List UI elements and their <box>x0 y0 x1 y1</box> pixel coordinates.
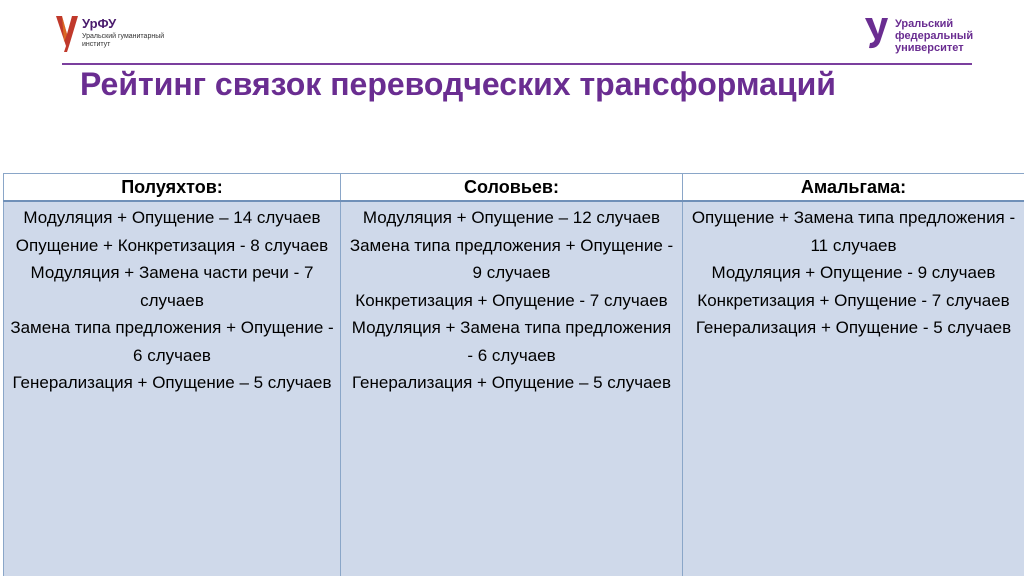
ratings-table <box>3 173 1024 576</box>
list-item: Замена типа предложения + Опущение - 9 случаев <box>349 235 674 282</box>
right-logo-line: университет <box>895 42 964 54</box>
list-item: Генерализация + Опущение – 5 случаев <box>12 373 332 392</box>
list-item: Опущение + Замена типа предложения - 11 случаев <box>691 208 1016 255</box>
header-divider <box>62 63 972 65</box>
right-logo-text <box>895 18 973 54</box>
list-item: Опущение + Конкретизация - 8 случаев <box>15 235 329 255</box>
list-item: Модуляция + Замена части речи - 7 случаев <box>30 263 314 310</box>
left-logo-subtitle: Уральский гуманитарный институт <box>82 33 165 48</box>
urfu-university-logo <box>862 16 992 56</box>
list-item: Модуляция + Опущение – 14 случаев <box>23 208 321 227</box>
urfu-y-icon <box>862 16 890 50</box>
column-header: Полуяхтов: <box>4 174 341 202</box>
left-logo-name: УрФУ <box>82 16 117 31</box>
list-item: Генерализация + Опущение - 5 случаев <box>695 318 1012 337</box>
table-row <box>4 201 1024 576</box>
column-header: Соловьев: <box>341 174 683 202</box>
table-cell <box>4 201 341 576</box>
table-cell <box>683 201 1024 576</box>
list-item: Модуляция + Замена типа предложения - 6 случаев <box>351 318 672 365</box>
column-header: Амальгама: <box>683 174 1024 202</box>
right-logo-line: Уральский <box>895 18 954 30</box>
right-logo-line: федеральный <box>895 30 974 42</box>
table-header-row <box>4 174 1024 202</box>
table-cell <box>341 201 683 576</box>
list-item: Конкретизация + Опущение - 7 случаев <box>697 290 1010 310</box>
list-item: Модуляция + Опущение – 12 случаев <box>362 208 661 227</box>
list-item: Конкретизация + Опущение - 7 случаев <box>355 290 668 310</box>
list-item: Модуляция + Опущение - 9 случаев <box>711 263 996 282</box>
urfu-humanities-logo <box>54 14 174 58</box>
list-item: Замена типа предложения + Опущение - 6 случаев <box>10 318 334 365</box>
list-item: Генерализация + Опущение – 5 случаев <box>351 373 672 392</box>
slide-title: Рейтинг связок переводческих трансформаций <box>80 66 836 102</box>
urfu-logo-icon <box>54 14 80 54</box>
